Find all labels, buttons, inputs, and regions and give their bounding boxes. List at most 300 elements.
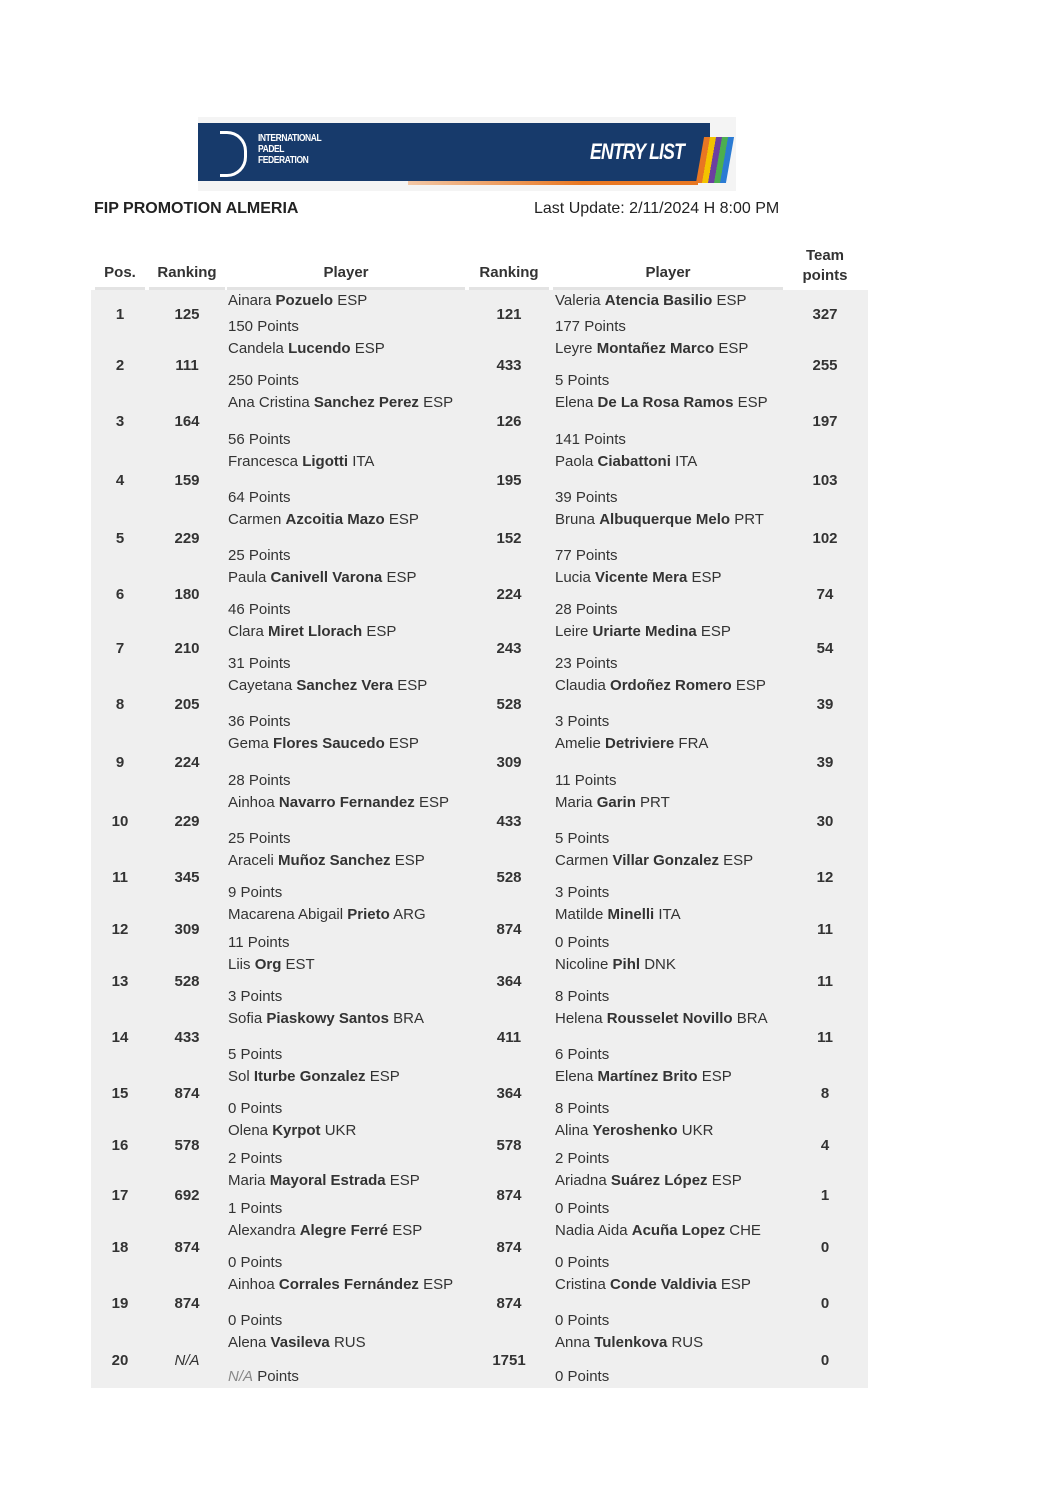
ranking-cell: 874 (174, 1084, 200, 1102)
player-last-name: Villar Gonzalez (612, 852, 719, 869)
points-value: 6 (555, 1046, 564, 1063)
ranking-cell: 159 (174, 471, 200, 489)
player-points (555, 601, 785, 618)
team-points-cell: 12 (816, 868, 834, 886)
player-cell (228, 392, 466, 451)
player-country: RUS (671, 1334, 704, 1351)
player-country: UKR (681, 1122, 714, 1139)
player-name (228, 1334, 466, 1351)
ranking-cell: 528 (496, 868, 522, 886)
player-first-name: Bruna (555, 511, 596, 528)
player-country: ESP (716, 292, 747, 309)
player-points (228, 772, 466, 789)
team-points-cell: 54 (816, 639, 834, 657)
player-last-name: Albuquerque Melo (599, 511, 731, 528)
player-points (228, 884, 466, 901)
points-value: 0 (555, 1254, 564, 1271)
player-last-name: Sanchez Vera (296, 677, 394, 694)
points-label: Points (567, 934, 610, 951)
player-points (228, 713, 466, 730)
points-label: Points (567, 1312, 610, 1329)
player-points (555, 655, 785, 672)
player-name (228, 511, 466, 528)
table-row (91, 392, 868, 451)
player-cell (555, 733, 785, 792)
points-label: Points (575, 547, 618, 564)
player-first-name: Ana Cristina (228, 394, 310, 411)
player-name (228, 852, 466, 869)
position-cell: 11 (112, 868, 128, 886)
player-points (555, 830, 785, 847)
player-points (555, 372, 785, 389)
player-first-name: Paola (555, 453, 594, 470)
team-points-cell: 0 (820, 1294, 830, 1312)
player-points (555, 547, 785, 564)
player-last-name: Piaskowy Santos (266, 1010, 389, 1027)
table-row (91, 567, 868, 621)
team-points-cell: 327 (812, 305, 838, 323)
player-points (228, 934, 466, 951)
points-value: 9 (228, 884, 237, 901)
position-cell: 7 (115, 639, 125, 657)
table-row (91, 792, 868, 850)
ranking-cell: 874 (496, 1238, 522, 1256)
points-label: Points (584, 431, 626, 448)
ranking-cell: 152 (496, 529, 522, 547)
points-value: N/A (228, 1368, 254, 1385)
player-cell (555, 621, 785, 675)
player-country: UKR (324, 1122, 357, 1139)
points-value: 150 (228, 318, 254, 335)
player-points (555, 1046, 785, 1063)
ranking-cell: 111 (175, 356, 199, 374)
player-cell (228, 338, 466, 392)
player-first-name: Nicoline (555, 956, 609, 973)
player-country: ESP (723, 852, 754, 869)
player-points (228, 1312, 466, 1329)
player-country: DNK (644, 956, 676, 973)
points-value: 141 (555, 431, 581, 448)
ranking-cell: 874 (174, 1294, 200, 1312)
points-value: 5 (228, 1046, 237, 1063)
player-country: ESP (701, 1068, 732, 1085)
points-value: 0 (228, 1312, 237, 1329)
player-country: PRT (734, 511, 764, 528)
points-value: 8 (555, 1100, 564, 1117)
player-country: ESP (397, 677, 428, 694)
points-label: Points (248, 431, 291, 448)
player-last-name: Vicente Mera (595, 569, 688, 586)
ranking-cell: 1751 (492, 1351, 526, 1369)
player-last-name: Kyrpot (272, 1122, 321, 1139)
player-first-name: Olena (228, 1122, 269, 1139)
points-label: Points (240, 988, 283, 1005)
points-label: Points (567, 988, 610, 1005)
points-label: Points (567, 1254, 610, 1271)
player-last-name: Muñoz Sanchez (278, 852, 391, 869)
position-cell: 18 (111, 1238, 129, 1256)
table-row (91, 451, 868, 509)
player-last-name: Montañez Marco (596, 340, 715, 357)
player-country: ESP (369, 1068, 400, 1085)
player-last-name: Lucendo (288, 340, 351, 357)
points-value: 177 (555, 318, 581, 335)
player-cell (228, 792, 466, 850)
player-last-name: Ligotti (302, 453, 349, 470)
player-last-name: Martínez Brito (597, 1068, 698, 1085)
player-name (555, 1276, 785, 1293)
player-last-name: Garin (596, 794, 636, 811)
player-name (228, 1276, 466, 1293)
player-first-name: Ainhoa (228, 1276, 275, 1293)
player-name (555, 794, 785, 811)
player-cell (228, 675, 466, 733)
player-last-name: Prieto (347, 906, 390, 923)
player-name (555, 1068, 785, 1085)
points-label: Points (248, 713, 291, 730)
points-label: Points (574, 772, 617, 789)
player-country: ESP (366, 623, 397, 640)
points-value: 25 (228, 547, 245, 564)
player-last-name: Tulenkova (594, 1334, 668, 1351)
team-points-cell: 103 (812, 471, 838, 489)
ranking-cell: 224 (496, 585, 522, 603)
player-name (555, 1334, 785, 1351)
entry-list-banner (198, 117, 736, 191)
player-country: ESP (388, 511, 419, 528)
ranking-cell: 229 (174, 529, 200, 547)
player-cell (228, 733, 466, 792)
ranking-cell: 528 (496, 695, 522, 713)
position-cell: 4 (115, 471, 125, 489)
table-row (91, 1332, 868, 1388)
player-cell (555, 954, 785, 1008)
player-first-name: Macarena Abigail (228, 906, 344, 923)
player-country: EST (285, 956, 315, 973)
table-row (91, 621, 868, 675)
points-value: 23 (555, 655, 572, 672)
points-label: Points (248, 547, 291, 564)
table-row (91, 1220, 868, 1274)
player-country: ARG (393, 906, 426, 923)
ranking-cell: 874 (174, 1238, 200, 1256)
points-label: Points (240, 1312, 283, 1329)
player-cell (555, 1008, 785, 1066)
player-cell (555, 675, 785, 733)
player-cell (228, 1170, 466, 1220)
player-name (228, 1010, 466, 1027)
player-cell (228, 850, 466, 904)
player-country: ESP (354, 340, 385, 357)
points-label: Points (248, 830, 291, 847)
player-first-name: Anna (555, 1334, 591, 1351)
player-points (555, 772, 785, 789)
player-first-name: Sol (228, 1068, 250, 1085)
points-label: Points (575, 489, 618, 506)
team-points-cell: 1 (820, 1186, 830, 1204)
player-points (228, 1150, 466, 1167)
team-points-cell: 39 (816, 754, 834, 771)
team-points-cell: 11 (817, 920, 833, 938)
player-cell (228, 1120, 466, 1170)
position-cell: 1 (115, 305, 125, 323)
player-points (555, 884, 785, 901)
position-cell: 5 (115, 529, 125, 547)
player-country: ESP (389, 1172, 420, 1189)
player-first-name: Matilde (555, 906, 604, 923)
player-cell (228, 451, 466, 509)
player-country: ESP (418, 794, 449, 811)
ranking-cell: 195 (496, 471, 522, 489)
player-points (228, 372, 466, 389)
player-first-name: Araceli (228, 852, 274, 869)
player-last-name: Acuña Lopez (631, 1222, 726, 1239)
points-value: 250 (228, 372, 254, 389)
points-value: 11 (555, 772, 571, 789)
player-cell (555, 338, 785, 392)
player-cell (555, 1220, 785, 1274)
header-ranking-2: Ranking (469, 263, 549, 290)
header-player-2: Player (553, 263, 783, 290)
points-value: 5 (555, 372, 564, 389)
player-country: ESP (392, 1222, 423, 1239)
points-value: 36 (228, 713, 245, 730)
ranking-cell: 578 (496, 1136, 522, 1154)
points-value: 56 (228, 431, 245, 448)
player-cell (228, 904, 466, 954)
points-value: 0 (555, 934, 564, 951)
ranking-cell: 874 (496, 920, 522, 938)
player-name (228, 569, 466, 586)
player-first-name: Lucia (555, 569, 591, 586)
points-label: Points (257, 1368, 299, 1385)
points-label: Points (567, 1046, 610, 1063)
player-points (228, 1368, 466, 1385)
points-label: Points (240, 1100, 283, 1117)
ranking-cell: 125 (174, 305, 200, 323)
player-cell (228, 1008, 466, 1066)
position-cell: 10 (111, 812, 129, 830)
player-first-name: Sofia (228, 1010, 263, 1027)
points-value: 5 (555, 830, 564, 847)
player-last-name: Miret Llorach (268, 623, 363, 640)
table-row (91, 675, 868, 733)
ranking-cell: 164 (174, 413, 200, 430)
points-value: 3 (555, 713, 564, 730)
table-row (91, 1170, 868, 1220)
player-name (555, 1222, 785, 1239)
player-points (228, 1200, 466, 1217)
player-points (555, 1200, 785, 1217)
player-cell (555, 1170, 785, 1220)
ranking-cell: 224 (174, 754, 200, 771)
player-points (228, 489, 466, 506)
points-label: Points (257, 318, 299, 335)
points-value: 28 (228, 772, 245, 789)
player-cell (555, 1066, 785, 1120)
player-name (555, 677, 785, 694)
player-cell (555, 1120, 785, 1170)
player-name (555, 623, 785, 640)
team-points-cell: 11 (817, 972, 833, 990)
player-first-name: Alina (555, 1122, 589, 1139)
player-first-name: Paula (228, 569, 267, 586)
header-team-points: Team points (802, 247, 848, 284)
points-value: 0 (228, 1254, 237, 1271)
player-country: ESP (423, 394, 454, 411)
team-points-cell: 39 (816, 695, 834, 713)
player-name (228, 340, 466, 357)
player-name (555, 1122, 785, 1139)
player-name (555, 292, 785, 309)
player-country: ESP (700, 623, 731, 640)
player-cell (228, 509, 466, 567)
position-cell: 19 (111, 1294, 129, 1312)
player-first-name: Cristina (555, 1276, 606, 1293)
player-country: FRA (678, 735, 709, 752)
logo-line: INTERNATIONAL (258, 133, 322, 144)
player-cell (228, 621, 466, 675)
ranking-cell: 229 (174, 812, 200, 830)
ranking-cell: 180 (174, 585, 200, 603)
team-points-cell: 102 (812, 529, 838, 547)
ranking-cell: 309 (496, 754, 522, 771)
ranking-cell: 578 (174, 1136, 200, 1154)
player-points (228, 1254, 466, 1271)
player-points (555, 1254, 785, 1271)
player-cell (555, 850, 785, 904)
player-cell (555, 451, 785, 509)
ranking-cell: 205 (174, 695, 200, 713)
points-value: 3 (228, 988, 237, 1005)
player-last-name: Org (254, 956, 282, 973)
position-cell: 9 (115, 754, 125, 771)
table-row (91, 509, 868, 567)
ranking-cell: 874 (496, 1186, 522, 1204)
player-points (555, 431, 785, 448)
player-last-name: Navarro Fernandez (278, 794, 415, 811)
player-name (555, 956, 785, 973)
points-label: Points (575, 655, 618, 672)
points-value: 64 (228, 489, 245, 506)
player-country: PRT (640, 794, 670, 811)
points-label: Points (240, 1150, 283, 1167)
player-first-name: Francesca (228, 453, 299, 470)
points-label: Points (567, 1100, 610, 1117)
player-country: ESP (691, 569, 722, 586)
player-cell (228, 290, 466, 338)
ranking-cell: 345 (174, 868, 200, 886)
points-value: 2 (228, 1150, 237, 1167)
player-country: ESP (720, 1276, 751, 1293)
points-label: Points (567, 713, 610, 730)
federation-logo-text (258, 133, 321, 166)
player-first-name: Elena (555, 1068, 594, 1085)
player-last-name: Detriviere (605, 735, 675, 752)
player-last-name: De La Rosa Ramos (597, 394, 734, 411)
player-first-name: Clara (228, 623, 264, 640)
player-last-name: Atencia Basilio (604, 292, 713, 309)
team-points-cell: 0 (820, 1351, 830, 1369)
player-country: ESP (394, 852, 425, 869)
player-name (555, 906, 785, 923)
banner-stripe (408, 181, 698, 185)
player-first-name: Candela (228, 340, 284, 357)
player-first-name: Carmen (555, 852, 609, 869)
team-points-cell: 8 (820, 1084, 830, 1102)
position-cell: 17 (111, 1186, 129, 1204)
player-country: BRA (393, 1010, 424, 1027)
player-points (555, 1312, 785, 1329)
player-first-name: Amelie (555, 735, 601, 752)
header-player-1: Player (227, 263, 465, 290)
points-label: Points (257, 372, 299, 389)
player-first-name: Helena (555, 1010, 603, 1027)
player-first-name: Maria (228, 1172, 266, 1189)
player-last-name: Pozuelo (275, 292, 334, 309)
points-label: Points (240, 1200, 283, 1217)
player-name (228, 735, 466, 752)
points-value: 1 (228, 1200, 237, 1217)
ranking-cell: 126 (496, 413, 522, 430)
player-cell (555, 290, 785, 338)
player-points (228, 988, 466, 1005)
points-label: Points (575, 601, 618, 618)
points-label: Points (567, 830, 610, 847)
ranking-cell: 692 (174, 1186, 200, 1204)
points-label: Points (567, 884, 610, 901)
player-first-name: Valeria (555, 292, 601, 309)
points-label: Points (240, 884, 283, 901)
ranking-cell: 364 (496, 972, 522, 990)
points-label: Points (584, 318, 626, 335)
player-first-name: Ariadna (555, 1172, 607, 1189)
player-first-name: Liis (228, 956, 251, 973)
position-cell: 15 (111, 1084, 129, 1102)
player-cell (555, 1274, 785, 1332)
ranking-cell: 433 (496, 356, 522, 374)
player-cell (555, 392, 785, 451)
table-row (91, 733, 868, 792)
player-name (555, 340, 785, 357)
table-header (91, 248, 868, 290)
player-cell (228, 1274, 466, 1332)
entry-list-table (91, 248, 868, 1388)
player-last-name: Sanchez Perez (313, 394, 419, 411)
team-points-cell: 11 (817, 1028, 833, 1046)
player-name (555, 1010, 785, 1027)
table-row (91, 1066, 868, 1120)
player-points (555, 318, 785, 335)
ranking-cell: 210 (174, 639, 200, 657)
player-first-name: Ainara (228, 292, 272, 309)
player-points (555, 1150, 785, 1167)
player-name (228, 794, 466, 811)
player-points (228, 601, 466, 618)
player-points (228, 1046, 466, 1063)
logo-line: FEDERATION (258, 155, 309, 166)
player-country: ESP (711, 1172, 742, 1189)
ranking-cell: 243 (496, 639, 522, 657)
player-country: ESP (735, 677, 766, 694)
player-first-name: Ainhoa (228, 794, 275, 811)
points-label: Points (240, 1046, 283, 1063)
player-country: ESP (423, 1276, 454, 1293)
points-label: Points (567, 1150, 610, 1167)
player-country: ITA (658, 906, 681, 923)
table-row (91, 338, 868, 392)
points-label: Points (248, 601, 291, 618)
